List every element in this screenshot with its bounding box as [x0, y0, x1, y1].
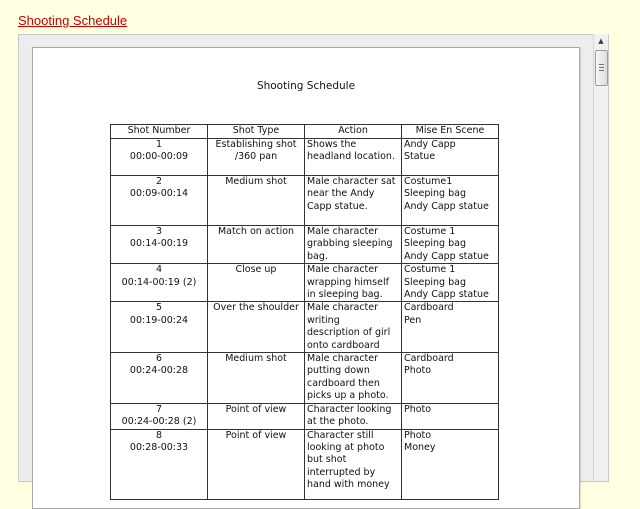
cell-shot-type	[208, 176, 305, 226]
cell-line: writing	[307, 314, 340, 326]
cell-mise-en-scene	[402, 264, 499, 302]
shooting-schedule-link[interactable]: Shooting Schedule	[18, 13, 128, 28]
table-header-row	[111, 125, 499, 139]
cell-shot-type	[208, 353, 305, 404]
cell-mise-en-scene	[402, 429, 499, 499]
cell-action	[305, 139, 402, 176]
cell-line: 6	[155, 353, 163, 365]
cell-line: 00:00-00:09	[129, 151, 189, 163]
cell-line: Male character	[307, 264, 379, 276]
cell-line: 00:24-00:28	[129, 365, 189, 377]
cell-mise-en-scene	[402, 176, 499, 226]
cell-line: 00:28-00:33	[129, 441, 189, 453]
cell-action	[305, 403, 402, 429]
table-row	[111, 429, 499, 499]
cell-line: looking at photo	[307, 441, 385, 453]
cell-shot-number	[111, 139, 208, 176]
grip-line	[599, 70, 604, 71]
table-row	[111, 226, 499, 264]
table-row	[111, 176, 499, 226]
cell-line: Photo	[404, 403, 432, 415]
cell-shot-number	[111, 264, 208, 302]
cell-mise-en-scene	[402, 353, 499, 404]
cell-line: Andy Capp	[404, 139, 456, 150]
table-body	[111, 139, 499, 500]
table-row	[111, 353, 499, 404]
cell-line: 00:14-00:19	[129, 238, 189, 250]
cell-line: 2	[155, 176, 163, 187]
cell-line: Male character	[307, 226, 379, 237]
cell-line: putting down	[307, 365, 370, 377]
cell-line: Andy Capp statue	[404, 289, 489, 301]
cell-line: 1	[155, 139, 163, 150]
table-row	[111, 302, 499, 353]
cell-line: picks up a photo.	[307, 390, 389, 402]
cell-line: 5	[155, 302, 163, 314]
cell-line: onto cardboard	[307, 339, 380, 351]
cell-line: 00:24-00:28 (2)	[121, 416, 197, 428]
table-row	[111, 139, 499, 176]
table-row	[111, 403, 499, 429]
cell-line: Cardboard	[404, 302, 454, 314]
cell-line: Cardboard	[404, 353, 454, 365]
cell-line: Capp statue.	[307, 200, 368, 212]
cell-line: Costume 1	[404, 226, 456, 237]
cell-shot-number	[111, 429, 208, 499]
cell-line: Shows the	[307, 139, 357, 150]
cell-action	[305, 176, 402, 226]
cell-shot-number	[111, 403, 208, 429]
cell-shot-type	[208, 264, 305, 302]
cell-line: hand with money	[307, 479, 390, 491]
cell-shot-type	[208, 302, 305, 353]
cell-line: Sleeping bag	[404, 188, 466, 200]
cell-shot-number	[111, 353, 208, 404]
cell-shot-number	[111, 176, 208, 226]
vertical-scrollbar[interactable]	[593, 34, 608, 480]
cell-line: 4	[155, 264, 163, 276]
cell-line: Point of view	[225, 429, 287, 441]
cell-line: at the photo.	[307, 416, 369, 428]
cell-line: Costume1	[404, 176, 453, 187]
cell-action	[305, 226, 402, 264]
cell-shot-type	[208, 403, 305, 429]
cell-line: interrupted by	[307, 466, 376, 478]
cell-line: Costume 1	[404, 264, 456, 276]
cell-shot-number	[111, 302, 208, 353]
cell-action	[305, 353, 402, 404]
cell-line: Male character	[307, 353, 379, 365]
cell-line: headland location.	[307, 151, 395, 163]
cell-line: Statue	[404, 151, 436, 163]
cell-mise-en-scene	[402, 403, 499, 429]
cell-line: Match on action	[217, 226, 295, 237]
cell-line: Over the shoulder	[213, 302, 299, 314]
cell-line: 00:09-00:14	[129, 188, 189, 200]
cell-line: Sleeping bag	[404, 238, 466, 250]
cell-line: grabbing sleeping	[307, 238, 393, 250]
cell-line: 00:14-00:19 (2)	[121, 276, 197, 288]
cell-line: Andy Capp statue	[404, 200, 489, 212]
cell-line: 7	[155, 403, 163, 415]
cell-line: /360 pan	[234, 151, 278, 163]
document-page	[32, 47, 580, 509]
cell-line: Close up	[235, 264, 277, 276]
cell-line: 8	[155, 429, 163, 441]
cell-action	[305, 302, 402, 353]
column-header-action: Action	[305, 125, 402, 139]
cell-line: wrapping himself	[307, 276, 389, 288]
grip-line	[599, 64, 604, 65]
cell-line: Male character	[307, 302, 379, 314]
cell-line: Character still	[307, 429, 374, 441]
cell-line: Point of view	[225, 403, 287, 415]
cell-line: Male character sat	[307, 176, 396, 187]
cell-line: cardboard then	[307, 377, 380, 389]
cell-line: bag.	[307, 250, 328, 262]
cell-line: 3	[155, 226, 163, 237]
column-header-shot-type: Shot Type	[208, 125, 305, 139]
cell-line: Sleeping bag	[404, 276, 466, 288]
document-viewer[interactable]	[18, 34, 609, 491]
cell-shot-type	[208, 429, 305, 499]
cell-line: Andy Capp statue	[404, 250, 489, 262]
column-header-mise-en-scene: Mise En Scene	[402, 125, 499, 139]
cell-line: Medium shot	[225, 353, 287, 365]
cell-line: Photo	[404, 429, 432, 441]
cell-mise-en-scene	[402, 139, 499, 176]
cell-action	[305, 264, 402, 302]
document-title: Shooting Schedule	[256, 80, 356, 92]
cell-line: 00:19-00:24	[129, 314, 189, 326]
cell-line: Pen	[404, 314, 422, 326]
cell-line: Character looking	[307, 403, 392, 415]
cell-line: but shot	[307, 454, 347, 466]
column-header-shot-number: Shot Number	[111, 125, 208, 139]
cell-line: Establishing shot	[215, 139, 297, 150]
scroll-thumb[interactable]	[595, 50, 608, 86]
cell-mise-en-scene	[402, 302, 499, 353]
cell-line: Money	[404, 441, 436, 453]
cell-line: description of girl	[307, 327, 391, 339]
table-row	[111, 264, 499, 302]
cell-action	[305, 429, 402, 499]
cell-mise-en-scene	[402, 226, 499, 264]
grip-line	[599, 67, 604, 68]
cell-shot-type	[208, 226, 305, 264]
cell-line: near the Andy	[307, 188, 375, 200]
cell-line: Medium shot	[225, 176, 287, 187]
cell-shot-type	[208, 139, 305, 176]
cell-line: Photo	[404, 365, 432, 377]
shooting-schedule-table	[110, 124, 499, 500]
cell-line: in sleeping bag.	[307, 289, 383, 301]
cell-shot-number	[111, 226, 208, 264]
scroll-up-arrow-icon[interactable]: ▲	[598, 37, 604, 45]
